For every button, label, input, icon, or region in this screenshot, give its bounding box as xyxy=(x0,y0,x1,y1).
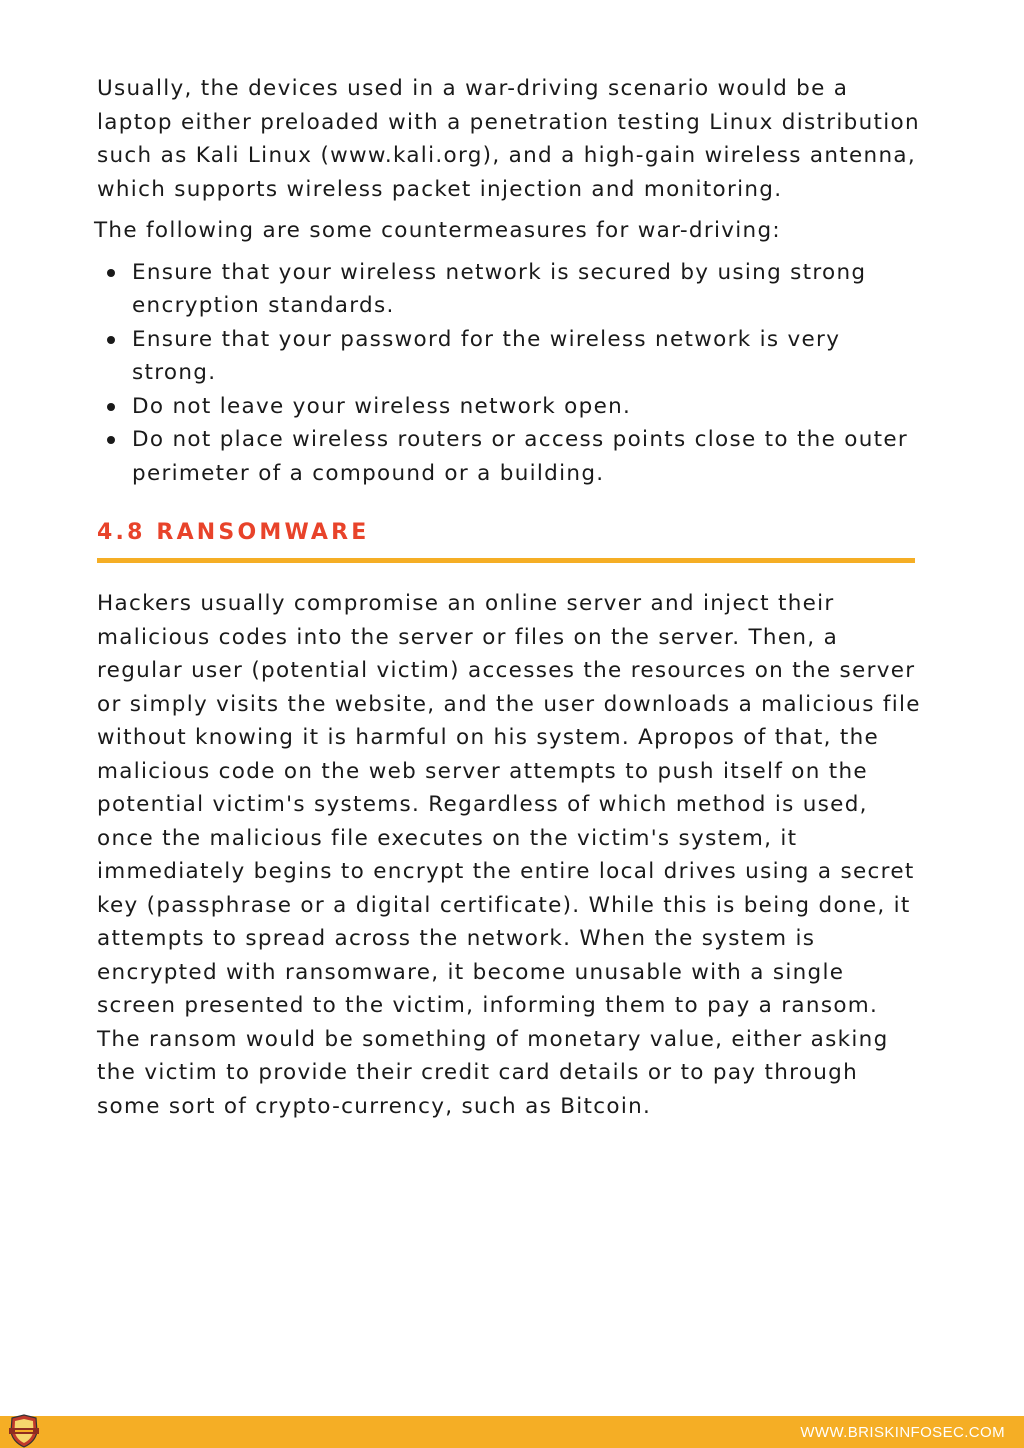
bullet-icon xyxy=(107,269,115,277)
list-item-text: Ensure that your password for the wireless network is very strong. xyxy=(132,326,841,385)
list-item-text: Do not place wireless routers or access points close to the outer perimeter of a compound or a building. xyxy=(132,427,909,486)
bullet-icon xyxy=(107,436,115,444)
intro-paragraph: Usually, the devices used in a war-driving scenario would be a laptop either preloaded with a penetration testing Linux distribution such as Kali Linux (www.kali.org), and a high-gain wireless antenna, which supports wireless packet injection and monitoring. xyxy=(97,76,920,202)
list-item xyxy=(97,256,927,323)
section-heading: 4.8 RANSOMWARE xyxy=(97,520,370,545)
list-item xyxy=(97,423,927,490)
footer-url: WWW.BRISKINFOSEC.COM xyxy=(800,1424,1005,1441)
list-item xyxy=(97,323,927,390)
countermeasures-lead: The following are some countermeasures for war-driving: xyxy=(94,218,781,243)
list-item-text: Ensure that your wireless network is secured by using strong encryption standards. xyxy=(132,259,867,318)
bullet-icon xyxy=(107,336,115,344)
bullet-icon xyxy=(107,403,115,411)
countermeasures-list xyxy=(97,256,927,491)
shield-logo-icon xyxy=(6,1414,42,1448)
section-divider xyxy=(97,558,915,563)
page-content xyxy=(94,72,927,1123)
list-item xyxy=(97,390,927,424)
ransomware-paragraph: Hackers usually compromise an online server and inject their malicious codes into the server or files on the server. Then, a regular user (potential victim) accesses the resources on the server or simply visits the website, and the user downloads a malicious file without knowing it is harmful on his system. Apropos of that, the malicious code on the web server attempts to push itself on the potential victim's systems. Regardless of which method is used, once the malicious file executes on the victim's system, it immediately begins to encrypt the entire local drives using a secret key (passphrase or a digital certificate). While this is being done, it attempts to spread across the network. When the system is encrypted with ransomware, it become unusable with a single screen presented to the victim, informing them to pay a ransom. The ransom would be something of monetary value, either asking the victim to provide their credit card details or to pay through some sort of crypto-currency, such as Bitcoin. xyxy=(97,591,921,1119)
list-item-text: Do not leave your wireless network open. xyxy=(132,393,632,419)
page-footer xyxy=(0,1416,1024,1448)
